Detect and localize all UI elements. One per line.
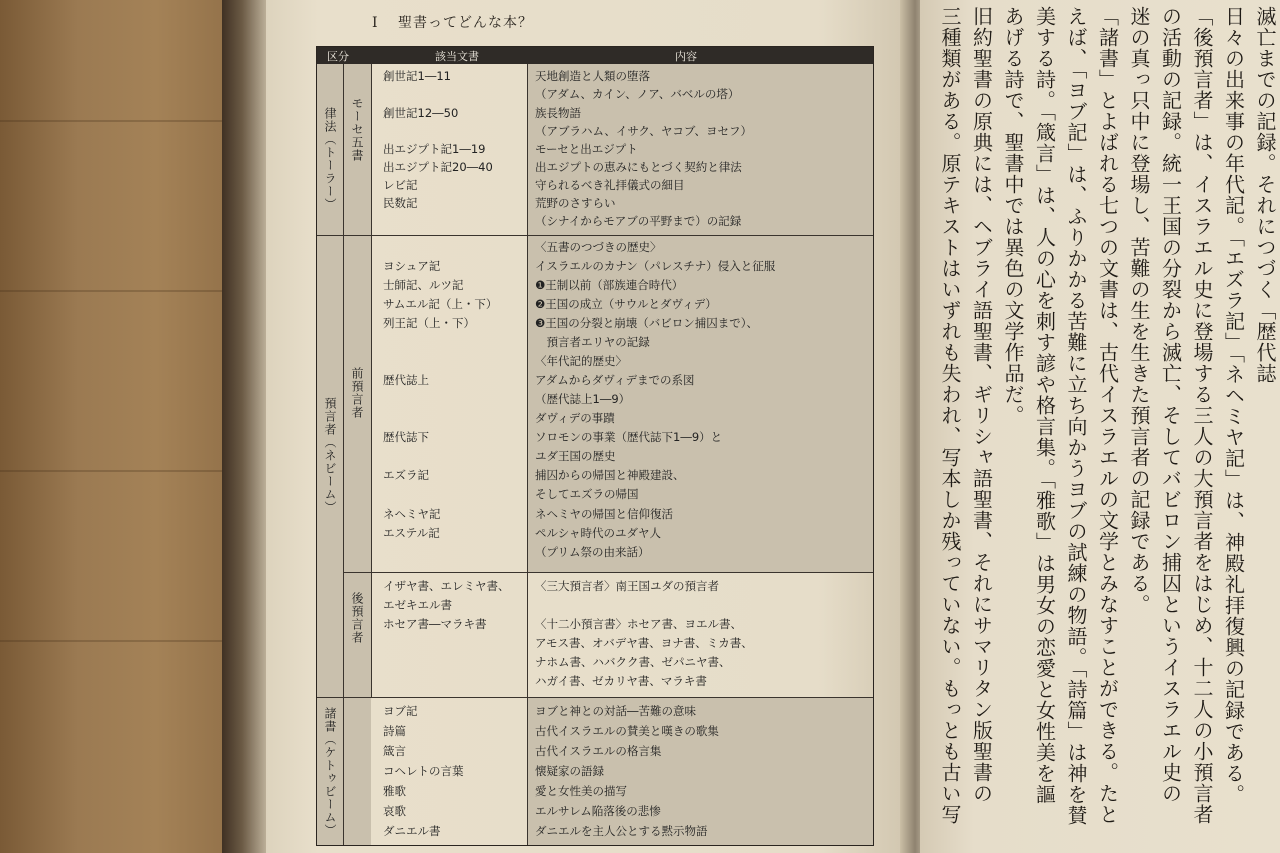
content-cell: 愛と女性美の描写 — [535, 784, 627, 798]
grid-line — [527, 64, 528, 845]
doc-cell: 創世記1―11 — [383, 69, 451, 83]
doc-cell: 歴代誌下 — [383, 430, 429, 444]
content-cell: 捕囚からの帰国と神殿建設、 — [535, 468, 685, 482]
doc-cell: イザヤ書、エレミヤ書、 — [383, 579, 510, 593]
chapter-number: I — [372, 15, 379, 31]
division-prophets: 預言者（ネビーム） — [323, 397, 337, 514]
doc-cell: 民数記 — [383, 196, 418, 210]
doc-cell: 歴代誌上 — [383, 373, 429, 387]
text-line: 滅亡までの記録。それにつづく「歴代誌 — [1253, 6, 1277, 384]
text-line: あげる詩で、聖書中では異色の文学作品だ。 — [1001, 6, 1025, 426]
book-edge — [222, 0, 272, 853]
content-cell: 族長物語 — [535, 106, 581, 120]
doc-cell: ネヘミヤ記 — [383, 507, 441, 521]
text-line: 旧約聖書の原典には、ヘブライ語聖書、ギリシャ語聖書、それにサマリタン版聖書の — [969, 6, 994, 804]
doc-cell: ヨブ記 — [383, 704, 418, 718]
content-cell: 〈年代記的歴史〉 — [535, 354, 627, 368]
grid-line — [343, 572, 873, 573]
doc-cell: 士師記、ルツ記 — [383, 278, 464, 292]
doc-cell: 出エジプト記20―40 — [383, 160, 493, 174]
text-line: の活動の記録。統一王国の分裂から滅亡、そしてバビロン捕囚というイスラエル史の — [1158, 6, 1183, 804]
grid-line — [343, 64, 344, 845]
text-line: 三種類がある。原テキストはいずれも失われ、写本しか残っていない。もっとも古い写 — [938, 6, 962, 825]
doc-cell: 出エジプト記1―19 — [383, 142, 486, 156]
doc-cell: ヨシュア記 — [383, 259, 441, 273]
text-line: 「諸書」とよばれる七つの文書は、古代イスラエルの文学とみなすことができる。たと — [1095, 6, 1120, 825]
content-cell: 〈三大預言者〉南王国ユダの預言者 — [535, 579, 719, 593]
grid-line — [317, 235, 873, 236]
doc-cell: エステル記 — [383, 526, 440, 540]
content-cell: 〈十二小預言書〉ホセア書、ヨエル書、 — [535, 617, 742, 631]
doc-cell: レビ記 — [383, 178, 418, 192]
text-line: 迷の真っ只中に登場し、苦難の生を生きた預言者の記録である。 — [1127, 6, 1151, 615]
body-text — [940, 6, 1280, 853]
content-cell: 古代イスラエルの賛美と嘆きの歌集 — [535, 724, 719, 738]
text-line: えば、「ヨブ記」は、ふりかかる苦難に立ち向かうヨブの試練の物語。「詩篇」は神を賛 — [1064, 6, 1088, 826]
content-cell: ネヘミヤの帰国と信仰復活 — [535, 507, 673, 521]
content-cell: エルサレム陥落後の悲惨 — [535, 804, 661, 818]
doc-cell: 箴言 — [383, 744, 406, 758]
content-cell: ヨブと神との対話―苦難の意味 — [535, 704, 696, 718]
doc-cell: ダニエル書 — [383, 824, 441, 838]
content-cell: ソロモンの事業（歴代誌下1―9）と — [535, 430, 723, 444]
content-cell: 〈五書のつづきの歴史〉 — [535, 240, 662, 254]
division-law: 律法（トーラー） — [323, 107, 337, 211]
doc-cell: 列王記（上・下） — [383, 316, 475, 330]
content-cell: ❸王国の分裂と崩壊（バビロン捕囚まで）、 — [535, 316, 759, 330]
content-cell: ❷王国の成立（サウルとダヴィデ） — [535, 297, 717, 311]
content-cell: 天地創造と人類の堕落 — [535, 69, 650, 83]
content-cell: ユダ王国の歴史 — [535, 449, 616, 463]
content-cell: （アブラハム、イサク、ヤコブ、ヨセフ） — [535, 124, 753, 138]
chapter-title: 聖書ってどんな本？ — [397, 15, 533, 31]
content-cell: 出エジプトの恵みにもとづく契約と律法 — [535, 160, 742, 174]
content-cell: （シナイからモアブの平野まで）の記録 — [535, 214, 742, 228]
wood-grain — [0, 290, 260, 292]
division-pentateuch: モーセ五書 — [350, 97, 364, 162]
doc-cell: エズラ記 — [383, 468, 429, 482]
division-latter-prophets: 後預言者 — [350, 592, 364, 644]
wood-grain — [0, 640, 260, 642]
doc-cell: コヘレトの言葉 — [383, 764, 464, 778]
content-cell: 預言者エリヤの記録 — [535, 335, 650, 349]
content-cell: ダヴィデの事蹟 — [535, 411, 615, 425]
content-cell: （アダム、カイン、ノア、バベルの塔） — [535, 87, 740, 101]
doc-cell: 詩篇 — [383, 724, 406, 738]
header-content: 内容 — [675, 50, 697, 63]
grid-line — [371, 64, 372, 697]
content-cell: 古代イスラエルの格言集 — [535, 744, 662, 758]
doc-cell: サムエル記（上・下） — [383, 297, 498, 311]
division-writings: 諸書（ケトゥビーム） — [323, 707, 337, 837]
table-header — [317, 47, 873, 64]
bible-table — [316, 46, 874, 846]
page-header — [372, 12, 533, 32]
content-cell: ペルシャ時代のユダヤ人 — [535, 526, 661, 540]
left-page — [266, 0, 916, 853]
text-line: 美する詩。「箴言」は、人の心を刺す諺や格言集。「雅歌」は男女の恋愛と女性美を謳 — [1032, 6, 1057, 805]
content-cell: アモス書、オバデヤ書、ヨナ書、ミカ書、 — [535, 636, 753, 650]
content-cell: ❶王制以前（部族連合時代） — [535, 278, 684, 292]
wood-grain — [0, 120, 260, 122]
header-division: 区分 — [327, 50, 349, 63]
text-line: 「後預言者」は、イスラエル史に登場する三人の大預言者をはじめ、十二人の小預言者 — [1190, 6, 1214, 825]
content-cell: 懐疑家の語録 — [535, 764, 604, 778]
content-cell: （プリム祭の由来話） — [535, 545, 650, 559]
content-cell: ハガイ書、ゼカリヤ書、マラキ書 — [535, 674, 707, 688]
content-cell: アダムからダヴィデまでの系図 — [535, 373, 695, 387]
text-line: 日々の出来事の年代記。「エズラ記」「ネヘミヤ記」は、神殿礼拝復興の記録である。 — [1221, 6, 1246, 805]
doc-cell: 創世記12―50 — [383, 106, 459, 120]
content-cell: 荒野のさすらい — [535, 196, 616, 210]
division-former-prophets: 前預言者 — [350, 367, 364, 419]
content-cell: そしてエズラの帰国 — [535, 487, 639, 501]
wooden-desk — [0, 0, 260, 853]
header-document: 該当文書 — [435, 50, 479, 63]
content-cell: 守られるべき礼拝儀式の細目 — [535, 178, 685, 192]
wood-grain — [0, 470, 260, 472]
content-cell: イスラエルのカナン（パレスチナ）侵入と征服 — [535, 259, 776, 273]
grid-line — [317, 697, 873, 698]
right-page — [920, 0, 1280, 853]
doc-cell: 雅歌 — [383, 784, 406, 798]
doc-cell: ホセア書―マラキ書 — [383, 617, 487, 631]
doc-cell: エゼキエル書 — [383, 598, 452, 612]
doc-cell: 哀歌 — [383, 804, 406, 818]
content-cell: ナホム書、ハバクク書、ゼパニヤ書、 — [535, 655, 731, 669]
content-cell: モーセと出エジプト — [535, 142, 638, 156]
content-cell: （歴代誌上1―9） — [535, 392, 631, 406]
content-cell: ダニエルを主人公とする黙示物語 — [535, 824, 708, 838]
